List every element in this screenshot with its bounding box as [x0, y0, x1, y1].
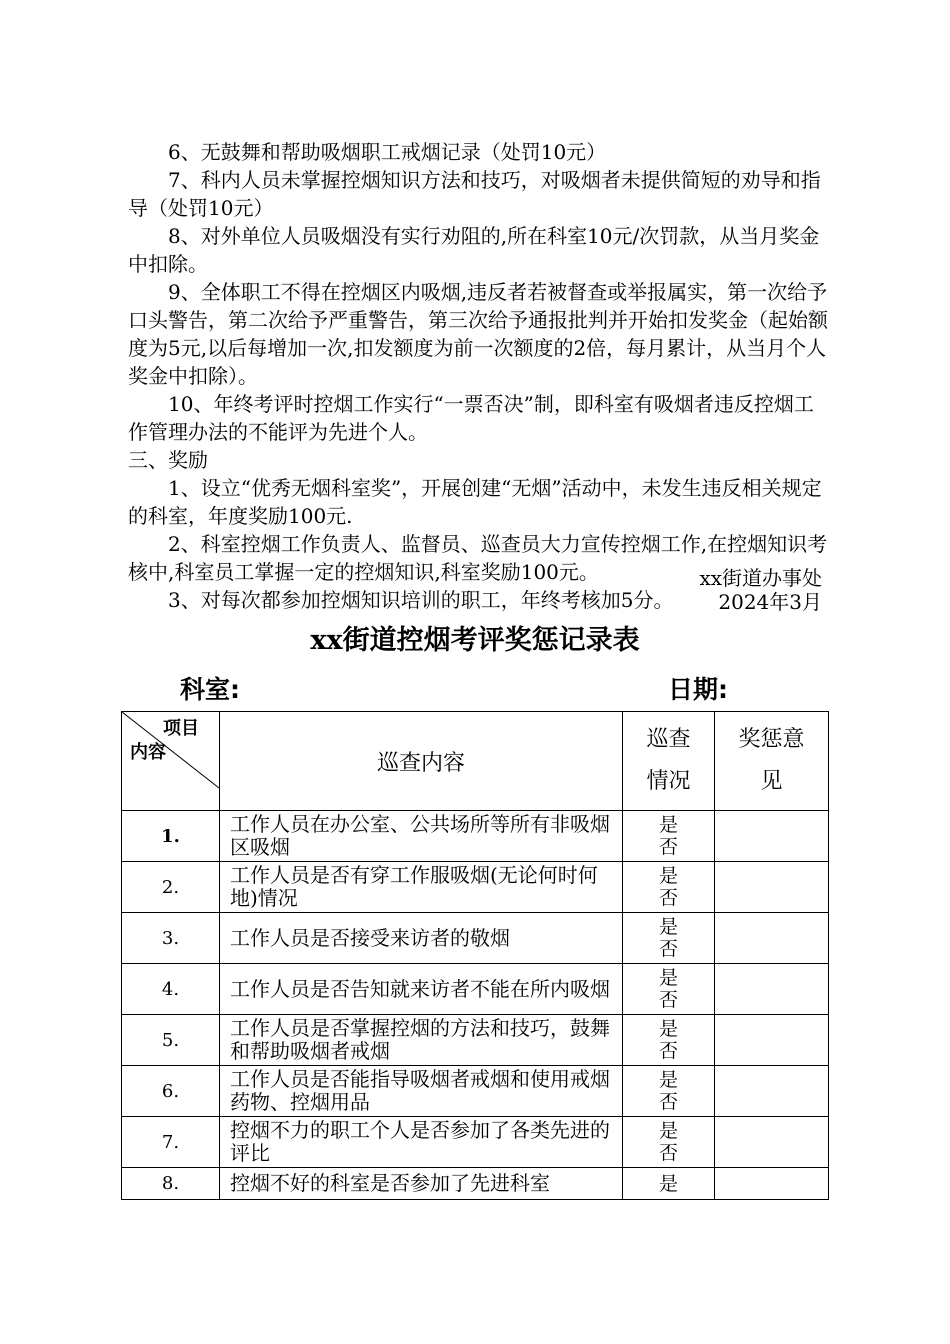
- opinion-cell[interactable]: [715, 862, 829, 913]
- section-heading-rewards: 三、奖励: [128, 448, 208, 472]
- rule-10: 10、年终考评时控烟工作实行“一票否决”制，即科室有吸烟者违反控烟工作管理办法的不能评为先进个人。: [128, 392, 814, 444]
- row-content: 工作人员是否掌握控烟的方法和技巧，鼓舞和帮助吸烟者戒烟: [220, 1015, 623, 1066]
- reward-3: 3、对每次都参加控烟知识培训的职工，年终考核加5分。: [168, 588, 674, 612]
- row-content: 工作人员在办公室、公共场所等所有非吸烟区吸烟: [220, 811, 623, 862]
- table-row: [122, 1117, 829, 1168]
- record-table: [121, 711, 829, 1200]
- row-content: 工作人员是否有穿工作服吸烟(无论何时何地)情况: [220, 862, 623, 913]
- opinion-cell[interactable]: [715, 964, 829, 1015]
- row-number: 8.: [122, 1168, 220, 1200]
- rule-9: 9、全体职工不得在控烟区内吸烟,违反者若被督查或举报属实，第一次给予口头警告，第二次给予严重警告，第三次给予通报批判并开始扣发奖金（起始额度为5元,以后每增加一次,扣发额度为前一次额度的2倍，每月累计，从当月个人奖金中扣除）。: [128, 280, 828, 388]
- header-item: 项目: [163, 718, 199, 739]
- signature-org: xx街道办事处: [699, 566, 822, 590]
- row-number: 1.: [122, 811, 220, 862]
- opinion-cell[interactable]: [715, 1117, 829, 1168]
- row-content: 工作人员是否能指导吸烟者戒烟和使用戒烟药物、控烟用品: [220, 1066, 623, 1117]
- table-row: [122, 862, 829, 913]
- header-inspection-status: 巡查 情况: [623, 712, 715, 811]
- row-number: 5.: [122, 1015, 220, 1066]
- opinion-cell[interactable]: [715, 913, 829, 964]
- opinion-cell[interactable]: [715, 1066, 829, 1117]
- table-row: [122, 1066, 829, 1117]
- header-inspection-content: 巡查内容: [220, 712, 623, 811]
- table-row: [122, 1168, 829, 1200]
- opinion-cell[interactable]: [715, 1168, 829, 1200]
- reward-1: 1、设立“优秀无烟科室奖”，开展创建“无烟”活动中，未发生违反相关规定的科室，年度奖励100元.: [128, 476, 822, 528]
- yes-no-options[interactable]: 是: [623, 1168, 715, 1200]
- opinion-cell[interactable]: [715, 811, 829, 862]
- row-content: 控烟不力的职工个人是否参加了各类先进的评比: [220, 1117, 623, 1168]
- yes-no-options[interactable]: 是 否: [623, 964, 715, 1015]
- row-content: 工作人员是否接受来访者的敬烟: [220, 913, 623, 964]
- table-row: [122, 811, 829, 862]
- yes-no-options[interactable]: 是 否: [623, 1117, 715, 1168]
- table-header-row: [122, 712, 829, 811]
- rule-7: 7、科内人员未掌握控烟知识方法和技巧，对吸烟者未提供简短的劝导和指导（处罚10元）: [128, 168, 821, 220]
- form-title: xx街道控烟考评奖惩记录表: [310, 625, 640, 656]
- table-row: [122, 913, 829, 964]
- header-content: 内容: [130, 742, 166, 763]
- dept-label: 科室:: [180, 675, 240, 704]
- row-number: 6.: [122, 1066, 220, 1117]
- rules-text: [128, 138, 830, 614]
- yes-no-options[interactable]: 是 否: [623, 913, 715, 964]
- header-reward-opinion: 奖惩意 见: [715, 712, 829, 811]
- row-number: 4.: [122, 964, 220, 1015]
- row-number: 2.: [122, 862, 220, 913]
- diagonal-header-cell: [122, 712, 220, 811]
- row-content: 控烟不好的科室是否参加了先进科室: [220, 1168, 623, 1200]
- table-row: [122, 964, 829, 1015]
- row-content: 工作人员是否告知就来访者不能在所内吸烟: [220, 964, 623, 1015]
- rule-8: 8、对外单位人员吸烟没有实行劝阻的,所在科室10元/次罚款，从当月奖金中扣除。: [128, 224, 820, 276]
- table-row: [122, 1015, 829, 1066]
- yes-no-options[interactable]: 是 否: [623, 862, 715, 913]
- row-number: 7.: [122, 1117, 220, 1168]
- opinion-cell[interactable]: [715, 1015, 829, 1066]
- yes-no-options[interactable]: 是 否: [623, 811, 715, 862]
- signature-date: 2024年3月: [718, 590, 822, 614]
- yes-no-options[interactable]: 是 否: [623, 1066, 715, 1117]
- date-label: 日期:: [668, 675, 728, 704]
- reward-2: 2、科室控烟工作负责人、监督员、巡查员大力宣传控烟工作,在控烟知识考核中,科室员工掌握一定的控烟知识,科室奖励100元。: [128, 532, 828, 584]
- rule-6: 6、无鼓舞和帮助吸烟职工戒烟记录（处罚10元）: [168, 140, 607, 164]
- yes-no-options[interactable]: 是 否: [623, 1015, 715, 1066]
- row-number: 3.: [122, 913, 220, 964]
